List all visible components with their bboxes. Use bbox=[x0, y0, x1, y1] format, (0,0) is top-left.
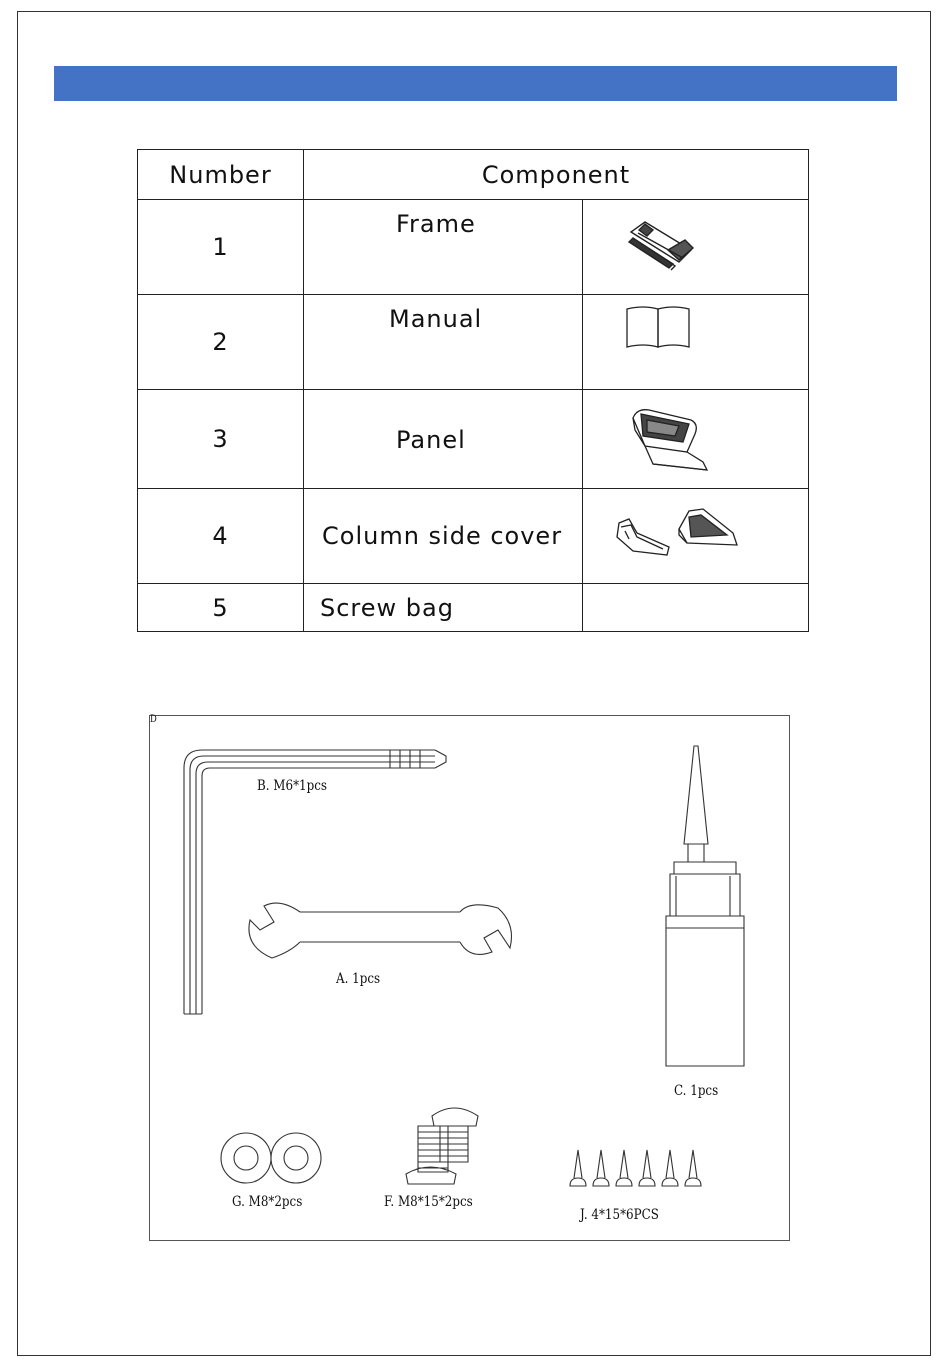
oil-bottle-label: C. 1pcs bbox=[674, 1083, 719, 1099]
table-header-row bbox=[138, 150, 809, 200]
screw-label: J. 4*15*6PCS bbox=[580, 1207, 659, 1223]
hardware-illustration bbox=[150, 716, 791, 1242]
row-name-cell bbox=[304, 584, 583, 632]
washer-icon bbox=[221, 1133, 321, 1183]
washer-label: G. M8*2pcs bbox=[232, 1194, 303, 1210]
table-row bbox=[138, 584, 809, 632]
row-name-cell bbox=[304, 200, 583, 295]
parts-table bbox=[137, 149, 809, 632]
frame-icon bbox=[583, 200, 809, 295]
row-image-cell bbox=[583, 489, 809, 584]
allen-key-label: B. M6*1pcs bbox=[257, 778, 327, 794]
bolt-label: F. M8*15*2pcs bbox=[384, 1194, 473, 1210]
console-panel-icon bbox=[583, 390, 809, 489]
row-name: Frame bbox=[396, 210, 476, 238]
row-number: 4 bbox=[138, 489, 304, 584]
bolt-icon bbox=[406, 1108, 478, 1184]
row-name: Panel bbox=[396, 426, 466, 454]
header-number: Number bbox=[138, 150, 304, 200]
oil-bottle-icon bbox=[666, 746, 744, 1066]
row-name-cell bbox=[304, 390, 583, 489]
row-image-cell bbox=[583, 200, 809, 295]
row-number: 2 bbox=[138, 295, 304, 390]
table-row bbox=[138, 200, 809, 295]
row-number: 1 bbox=[138, 200, 304, 295]
corner-mark: D bbox=[150, 714, 157, 725]
row-name: Screw bag bbox=[320, 594, 454, 622]
row-name-cell bbox=[304, 489, 583, 584]
wrench-label: A. 1pcs bbox=[336, 971, 381, 987]
row-name-cell bbox=[304, 295, 583, 390]
row-image-cell bbox=[583, 390, 809, 489]
screw-icon bbox=[570, 1150, 701, 1186]
row-name: Manual bbox=[389, 305, 483, 333]
table-row bbox=[138, 295, 809, 390]
manual-book-icon bbox=[583, 295, 809, 390]
hardware-drawing bbox=[149, 715, 790, 1241]
table-row bbox=[138, 390, 809, 489]
header-component: Component bbox=[304, 150, 809, 200]
header-bar bbox=[54, 66, 897, 101]
row-number: 3 bbox=[138, 390, 304, 489]
row-image-cell bbox=[583, 584, 809, 632]
column-cover-icon bbox=[583, 489, 809, 584]
table-row bbox=[138, 489, 809, 584]
wrench-icon bbox=[249, 903, 512, 958]
row-number: 5 bbox=[138, 584, 304, 632]
row-name: Column side cover bbox=[322, 522, 563, 550]
row-image-cell bbox=[583, 295, 809, 390]
